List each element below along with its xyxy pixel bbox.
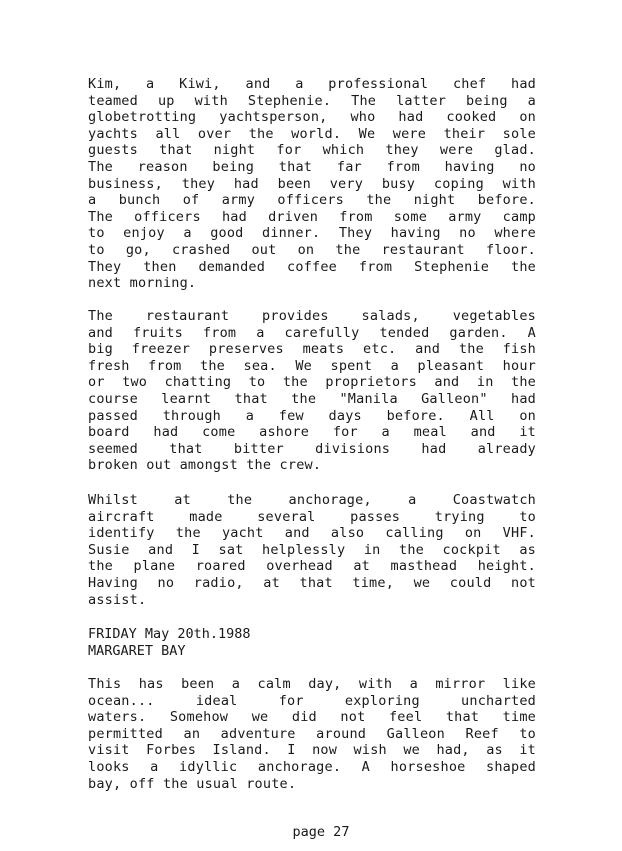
text-line: Kim, a Kiwi, and a professional chef had — [88, 76, 536, 92]
entry-heading — [88, 626, 536, 659]
text-line: permitted an adventure around Galleon Reef to — [88, 725, 536, 742]
paragraph-kim-and-stephenie — [88, 76, 536, 292]
entry-location: MARGARET BAY — [88, 642, 186, 659]
paragraph-coastwatch — [88, 492, 536, 608]
text-line: seemed that bitter divisions had already — [88, 440, 536, 457]
text-line: visit Forbes Island. I now wish we had, as it — [88, 742, 536, 759]
text-line: The reason being that far from having no — [88, 158, 536, 175]
text-line: next morning. — [88, 275, 197, 292]
text-line: and fruits from a carefully tended garden. A — [88, 324, 536, 341]
text-line: ocean... ideal for exploring uncharted — [88, 692, 536, 709]
text-line: bay, off the usual route. — [88, 775, 297, 792]
text-line: globetrotting yachtsperson, who had cooked on — [88, 109, 536, 126]
text-line: Having no radio, at that time, we could not — [88, 574, 536, 591]
text-line: assist. — [88, 591, 147, 608]
text-line: identify the yacht and also calling on VHF. — [88, 525, 536, 542]
text-line: guests that night for which they were glad. — [88, 142, 536, 159]
text-line: teamed up with Stephenie. The latter being a — [88, 92, 536, 109]
text-line: board had come ashore for a meal and it — [88, 424, 536, 441]
text-line: to go, crashed out on the restaurant floor. — [88, 241, 536, 258]
paragraph-calm-day — [88, 676, 536, 792]
text-line: aircraft made several passes trying to — [88, 508, 536, 525]
text-line: fresh from the sea. We spent a pleasant hour — [88, 357, 536, 374]
text-line: big freezer preserves meats etc. and the fish — [88, 341, 536, 358]
text-line: Whilst at the anchorage, a Coastwatch — [88, 492, 536, 508]
text-line: They then demanded coffee from Stephenie the — [88, 258, 536, 275]
paragraph-restaurant — [88, 308, 536, 474]
text-line: the plane roared overhead at masthead height. — [88, 558, 536, 575]
text-line: to enjoy a good dinner. They having no where — [88, 225, 536, 242]
entry-date: FRIDAY May 20th.1988 — [88, 626, 251, 642]
text-line: business, they had been very busy coping with — [88, 175, 536, 192]
text-line: The restaurant provides salads, vegetables — [88, 308, 536, 324]
text-line: looks a idyllic anchorage. A horseshoe shaped — [88, 758, 536, 775]
text-line: waters. Somehow we did not feel that time — [88, 709, 536, 726]
text-line: This has been a calm day, with a mirror like — [88, 676, 536, 692]
text-line: broken out amongst the crew. — [88, 457, 322, 474]
text-line: or two chatting to the proprietors and in the — [88, 374, 536, 391]
text-line: The officers had driven from some army camp — [88, 208, 536, 225]
text-line: a bunch of army officers the night before. — [88, 192, 536, 209]
page-number: page 27 — [292, 824, 350, 840]
text-line: passed through a few days before. All on — [88, 407, 536, 424]
text-line: yachts all over the world. We were their sole — [88, 125, 536, 142]
text-line: Susie and I sat helplessly in the cockpit as — [88, 541, 536, 558]
text-line: course learnt that the "Manila Galleon" had — [88, 390, 536, 407]
